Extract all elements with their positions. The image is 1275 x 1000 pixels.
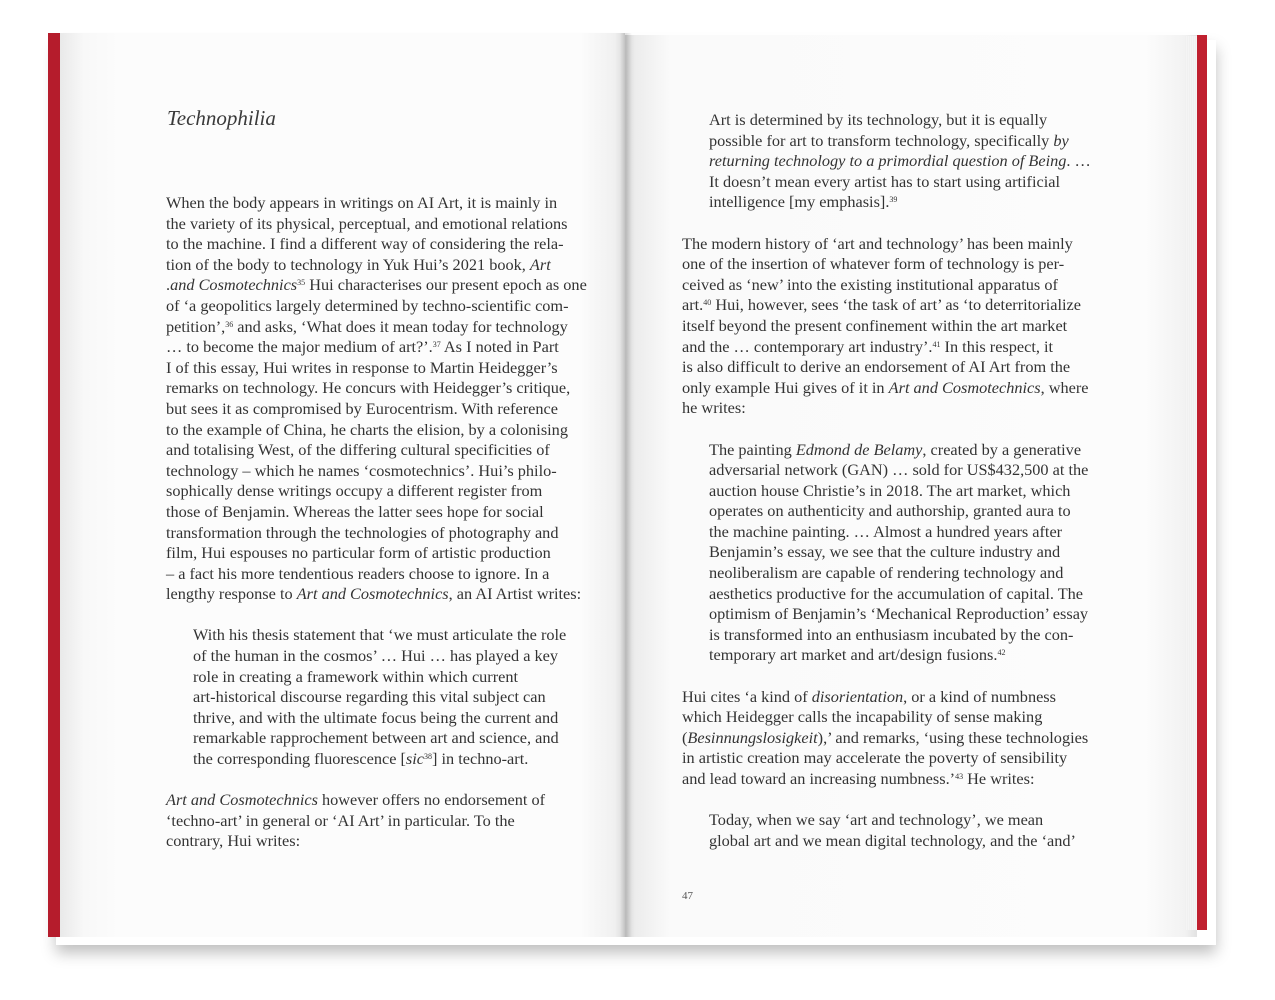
text-line: [682, 748, 1102, 769]
text-line: [166, 420, 591, 441]
footnote-ref: 39: [889, 195, 898, 205]
text-run: is transformed into an enthusiasm incubated by the con-: [709, 624, 1074, 644]
quote-line: [682, 584, 1102, 605]
quote-line: [166, 749, 591, 770]
text-run: Art is determined by its technology, but it is equally: [709, 110, 1048, 129]
paragraph-gap: [166, 770, 591, 791]
text-line: [166, 358, 591, 379]
text-run: and totalising West, of the differing cultural specificities of: [166, 440, 550, 460]
text-run: transformation through the technologies of photography and: [166, 522, 559, 542]
footnote-ref: 41: [932, 339, 941, 349]
quote-line: [682, 563, 1102, 584]
text-line: [166, 461, 591, 482]
text-line: [166, 378, 591, 399]
left-page-text: [166, 193, 591, 852]
text-run: aesthetics productive for the accumulation of capital. The: [709, 583, 1084, 603]
text-run: Hui characterises our present epoch as one: [305, 275, 587, 295]
quote-line: [682, 645, 1102, 666]
text-run: and lead toward an increasing numbness.’: [682, 769, 956, 788]
text-run: , where: [1040, 377, 1089, 397]
text-line: [682, 769, 1102, 790]
text-run: global art and we mean digital technology, and the ‘and’: [709, 830, 1076, 850]
text-line: [682, 687, 1102, 708]
quote-line: [166, 625, 591, 646]
footnote-ref: 38: [424, 752, 433, 762]
text-run: and the … contemporary art industry’.: [682, 336, 933, 356]
text-run: .: [166, 275, 171, 295]
text-run: , created by a generative: [922, 439, 1082, 459]
book-cover-edge-right: [1197, 35, 1207, 930]
footnote-ref: 40: [703, 298, 712, 308]
text-run: ‘techno-art’ in general or ‘AI Art’ in particular. To the: [166, 810, 515, 830]
text-run: When the body appears in writings on AI Art, it is mainly in: [166, 193, 558, 212]
text-run: Today, when we say ‘art and technology’, we mean: [709, 810, 1044, 830]
quote-line: [682, 460, 1102, 481]
paragraph-gap: [682, 419, 1102, 440]
text-run: art-historical discourse regarding this vital subject can: [193, 687, 546, 707]
text-line: [166, 543, 591, 564]
text-run: technology – which he names ‘cosmotechnics’. Hui’s philo-: [166, 460, 557, 480]
text-run: , or a kind of numbness: [903, 686, 1056, 706]
text-run: auction house Christie’s in 2018. The art market, which: [709, 480, 1071, 500]
text-run: only example Hui gives of it in: [682, 377, 889, 397]
text-run: It doesn’t mean every artist has to start using artificial: [709, 171, 1061, 191]
text-run: itself beyond the present confinement within the art market: [682, 315, 1068, 335]
text-run: thrive, and with the ultimate focus being the current and: [193, 707, 559, 727]
text-line: [166, 564, 591, 585]
quote-line: [682, 604, 1102, 625]
quote-line: [166, 728, 591, 749]
text-line: [682, 337, 1102, 358]
text-run: but sees it as compromised by Eurocentrism. With reference: [166, 398, 558, 418]
text-run: neoliberalism are capable of rendering technology and: [709, 563, 1064, 583]
italic-text: by: [1053, 130, 1069, 150]
text-run: – a fact his more tendentious readers choose to ignore. In a: [166, 563, 550, 583]
text-run: remarks on technology. He concurs with Heidegger’s critique,: [166, 378, 571, 398]
paragraph-gap: [166, 605, 591, 626]
text-line: [166, 811, 591, 832]
text-run: one of the insertion of whatever form of technology is per-: [682, 254, 1065, 274]
text-run: film, Hui espouses no particular form of artistic production: [166, 543, 551, 563]
text-run: ceived as ‘new’ into the existing institutional apparatus of: [682, 274, 1058, 294]
text-line: [682, 275, 1102, 296]
quote-line: [682, 440, 1102, 461]
text-run: , an AI Artist writes:: [448, 584, 582, 604]
quote-line: [682, 481, 1102, 502]
text-run: and asks, ‘What does it mean today for technology: [233, 316, 568, 336]
text-run: . …: [1066, 151, 1091, 171]
page-number: 47: [682, 890, 693, 902]
quote-line: [166, 687, 591, 708]
text-run: he writes:: [682, 398, 746, 418]
text-run: operates on authenticity and authorship, granted aura to: [709, 501, 1071, 521]
text-line: [166, 399, 591, 420]
paragraph-gap: [682, 790, 1102, 811]
text-line: [166, 337, 591, 358]
text-line: [166, 440, 591, 461]
text-run: sophically dense writings occupy a different register from: [166, 481, 543, 501]
chapter-title: Technophilia: [167, 106, 276, 130]
text-line: [166, 296, 591, 317]
text-run: (: [682, 727, 688, 747]
text-line: [166, 275, 591, 296]
italic-text: returning technology to a primordial question of Being: [709, 151, 1067, 171]
italic-text: Art and Cosmotechnics: [296, 584, 449, 604]
text-run: He writes:: [963, 769, 1035, 788]
book-cover-edge-left: [48, 33, 60, 937]
text-line: [682, 316, 1102, 337]
text-run: intelligence [my emphasis].: [709, 192, 890, 212]
text-run: The modern history of ‘art and technology’ has been mainly: [682, 233, 1073, 253]
right-page-text: [682, 110, 1102, 851]
text-line: [682, 295, 1102, 316]
paragraph-gap: [682, 213, 1102, 234]
text-run: possible for art to transform technology, specifically: [709, 130, 1054, 150]
text-run: however offers no endorsement of: [317, 790, 546, 810]
quote-line: [682, 192, 1102, 213]
text-run: temporary art market and art/design fusions.: [709, 645, 998, 665]
quote-line: [166, 708, 591, 729]
text-run: to the machine. I find a different way of considering the rela-: [166, 234, 564, 254]
text-run: lengthy response to: [166, 584, 297, 604]
text-line: [166, 481, 591, 502]
text-run: contrary, Hui writes:: [166, 831, 301, 851]
text-line: [682, 707, 1102, 728]
quote-line: [682, 542, 1102, 563]
text-run: tion of the body to technology in Yuk Hui’s 2021 book,: [166, 254, 530, 274]
text-run: which Heidegger calls the incapability of sense making: [682, 707, 1043, 727]
footnote-ref: 35: [297, 278, 306, 288]
footnote-ref: 42: [997, 648, 1006, 658]
quote-line: [682, 625, 1102, 646]
footnote-ref: 37: [432, 340, 441, 350]
text-line: [166, 214, 591, 235]
italic-text: sic: [405, 749, 425, 769]
quote-line: [682, 831, 1102, 852]
text-line: [682, 234, 1102, 255]
text-line: [166, 234, 591, 255]
text-line: [166, 584, 591, 605]
italic-text: Edmond de Belamy: [795, 439, 923, 459]
text-line: [682, 357, 1102, 378]
quote-line: [682, 151, 1102, 172]
quote-line: [166, 646, 591, 667]
text-run: I of this essay, Hui writes in response to Martin Heidegger’s: [166, 357, 558, 377]
italic-text: and Cosmotechnics: [170, 275, 298, 295]
quote-line: [682, 522, 1102, 543]
italic-text: Besinnungslosigkeit: [687, 727, 818, 747]
text-run: optimism of Benjamin’s ‘Mechanical Reproduction’ essay: [709, 604, 1089, 624]
text-run: ] in techno-art.: [432, 749, 529, 769]
text-run: petition’,: [166, 316, 226, 336]
text-run: Hui, however, sees ‘the task of art’ as ‘to deterritorialize: [711, 295, 1081, 315]
text-run: The painting: [709, 439, 796, 459]
text-run: ),’ and remarks, ‘using these technologies: [817, 727, 1089, 747]
text-run: in artistic creation may accelerate the poverty of sensibility: [682, 748, 1068, 768]
text-run: Benjamin’s essay, we see that the culture industry and: [709, 542, 1061, 562]
text-run: the machine painting. … Almost a hundred years after: [709, 521, 1063, 541]
text-line: [166, 255, 591, 276]
text-line: [166, 831, 591, 852]
italic-text: Art: [529, 254, 551, 274]
text-line: [682, 398, 1102, 419]
quote-line: [682, 810, 1102, 831]
italic-text: disorientation: [811, 686, 904, 706]
text-run: role in creating a framework within which current: [193, 666, 519, 686]
text-line: [166, 317, 591, 338]
text-run: the corresponding fluorescence [: [193, 749, 406, 769]
quote-line: [166, 667, 591, 688]
text-line: [166, 790, 591, 811]
text-run: the variety of its physical, perceptual, and emotional relations: [166, 213, 568, 233]
text-run: those of Benjamin. Whereas the latter sees hope for social: [166, 501, 544, 521]
text-run: is also difficult to derive an endorsement of AI Art from the: [682, 357, 1071, 377]
text-line: [166, 523, 591, 544]
quote-line: [682, 172, 1102, 193]
footnote-ref: 43: [955, 772, 964, 781]
text-line: [682, 728, 1102, 749]
page-edges: [1185, 36, 1197, 930]
italic-text: Art and Cosmotechnics: [166, 790, 318, 810]
quote-line: [682, 131, 1102, 152]
text-line: [682, 254, 1102, 275]
text-run: adversarial network (GAN) … sold for US$432,500 at the: [709, 460, 1089, 480]
text-run: remarkable rapprochement between art and science, and: [193, 728, 559, 748]
text-run: … to become the major medium of art?’.: [166, 337, 433, 357]
text-line: [166, 502, 591, 523]
text-run: of the human in the cosmos’ … Hui … has played a key: [193, 646, 559, 666]
text-run: As I noted in Part: [440, 337, 559, 357]
text-run: of ‘a geopolitics largely determined by techno-scientific com-: [166, 295, 569, 315]
text-run: Hui cites ‘a kind of: [682, 686, 812, 706]
text-run: In this respect, it: [940, 336, 1054, 356]
text-run: art.: [682, 295, 704, 315]
text-line: [682, 378, 1102, 399]
quote-line: [682, 501, 1102, 522]
italic-text: Art and Cosmotechnics: [888, 377, 1041, 397]
paragraph-gap: [682, 666, 1102, 687]
quote-line: [682, 110, 1102, 131]
footnote-ref: 36: [225, 319, 234, 329]
text-line: [166, 193, 591, 214]
text-run: With his thesis statement that ‘we must articulate the role: [193, 625, 567, 645]
text-run: to the example of China, he charts the elision, by a colonising: [166, 419, 568, 439]
book-gutter: [620, 33, 632, 937]
